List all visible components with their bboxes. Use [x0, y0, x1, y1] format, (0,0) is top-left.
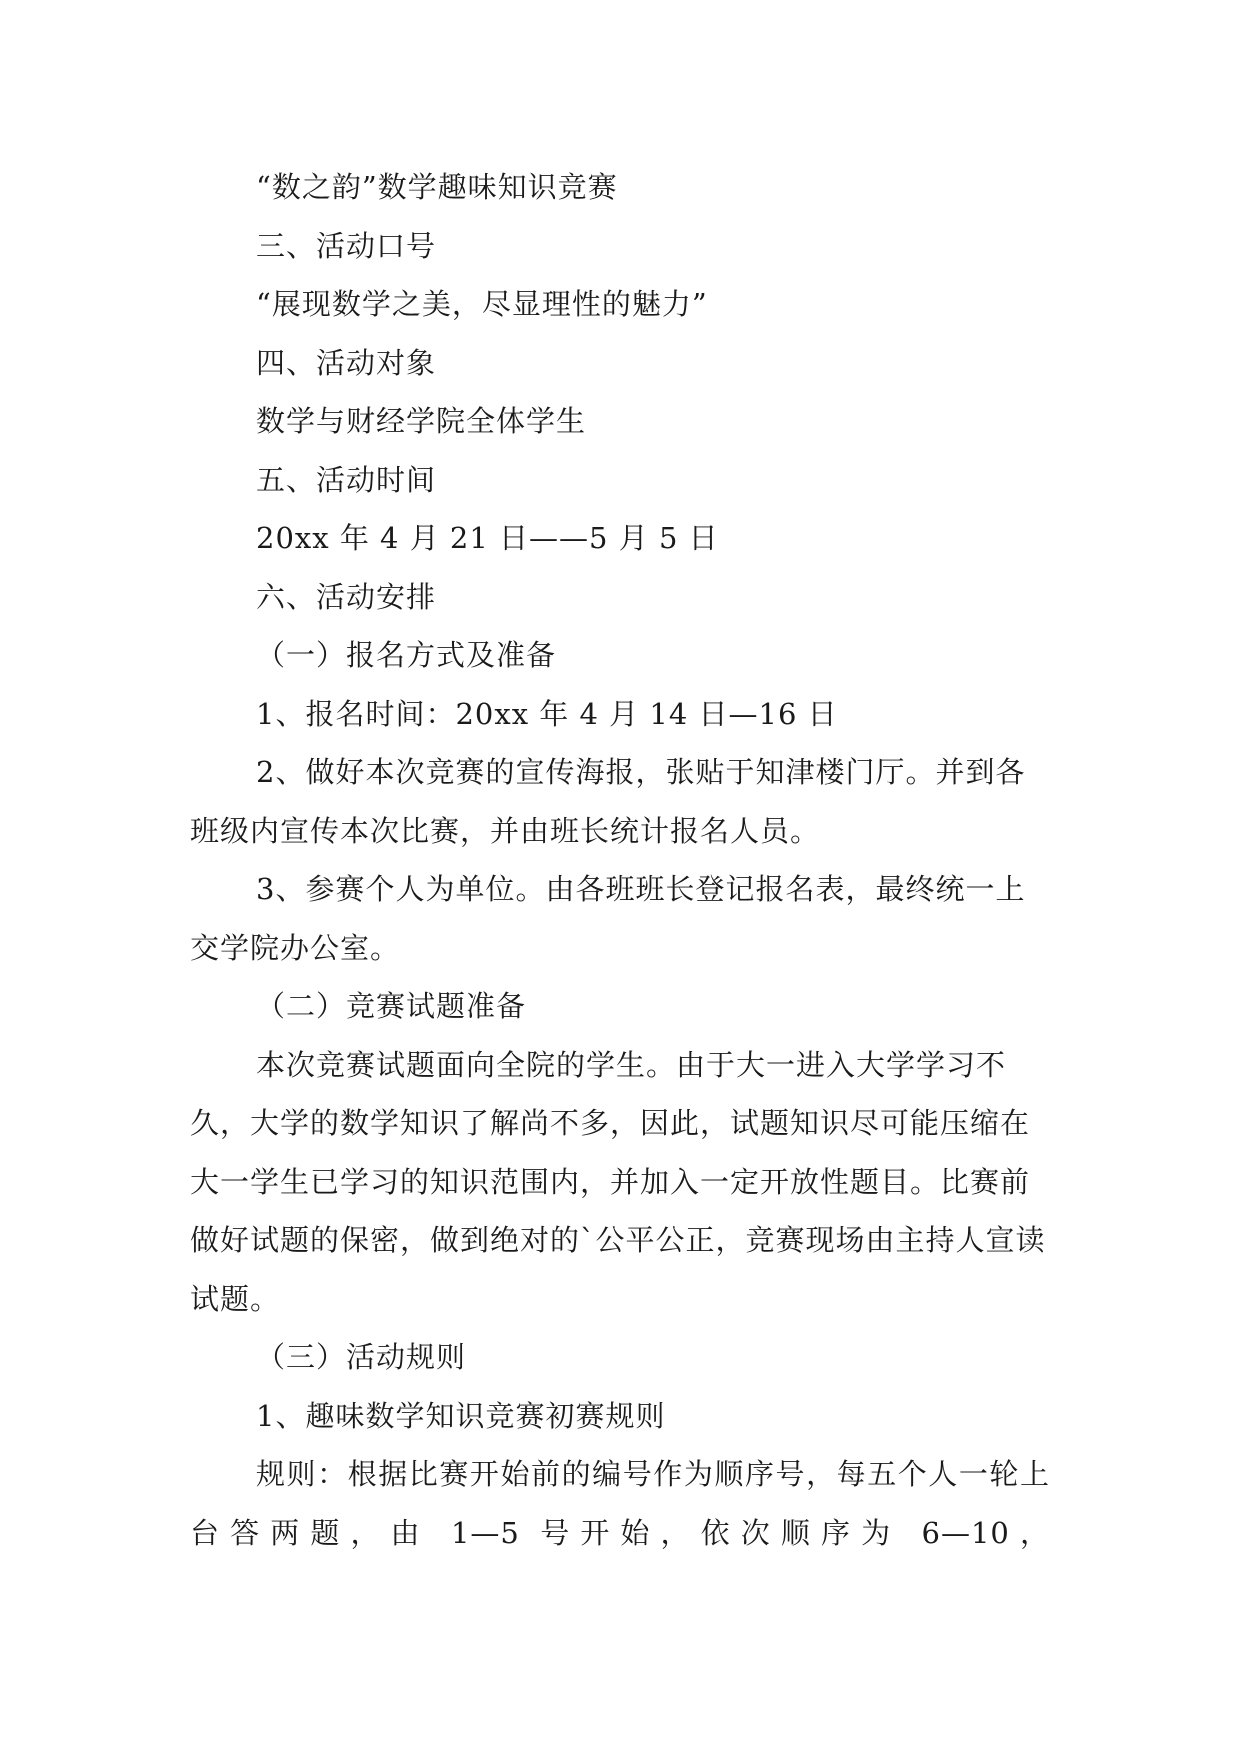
slogan-text: “展现数学之美，尽显理性的魅力” — [256, 287, 708, 321]
subsection-heading-rules: （三）活动规则 — [256, 1340, 467, 1374]
section-heading-slogan: 三、活动口号 — [256, 228, 437, 263]
audience-text: 数学与财经学院全体学生 — [256, 404, 587, 438]
competition-title-line: “数之韵”数学趣味知识竞赛 — [256, 170, 618, 204]
section-heading-arrangement: 六、活动安排 — [256, 579, 437, 614]
time-text: 20xx 年 4 月 21 日——5 月 5 日 — [256, 521, 719, 555]
preliminary-rules-heading: 1、趣味数学知识竞赛初赛规则 — [256, 1398, 666, 1433]
participant-unit-item: 3、参赛个人为单位。由各班班长登记报名表，最终统一上交学院办公室。 — [190, 872, 1026, 965]
document-body — [190, 158, 1050, 1562]
subsection-heading-registration: （一）报名方式及准备 — [256, 638, 557, 672]
subsection-heading-questions: （二）竞赛试题准备 — [256, 989, 527, 1023]
rules-paragraph: 规则：根据比赛开始前的编号作为顺序号，每五个人一轮上台答两题，由 1—5 号开始，依次顺序为 6—10， — [190, 1457, 1050, 1550]
questions-paragraph: 本次竞赛试题面向全院的学生。由于大一进入大学学习不久，大学的数学知识了解尚不多，因此，试题知识尽可能压缩在大一学生已学习的知识范围内，并加入一定开放性题目。比赛前做好试题的保密，做到绝对的`公平公正，竞赛现场由主持人宣读试题。 — [190, 1047, 1046, 1316]
poster-item: 2、做好本次竞赛的宣传海报，张贴于知津楼门厅。并到各班级内宣传本次比赛，并由班长统计报名人员。 — [190, 755, 1026, 848]
registration-time-item: 1、报名时间：20xx 年 4 月 14 日—16 日 — [256, 696, 838, 731]
section-heading-time: 五、活动时间 — [256, 462, 437, 497]
section-heading-audience: 四、活动对象 — [256, 345, 437, 380]
